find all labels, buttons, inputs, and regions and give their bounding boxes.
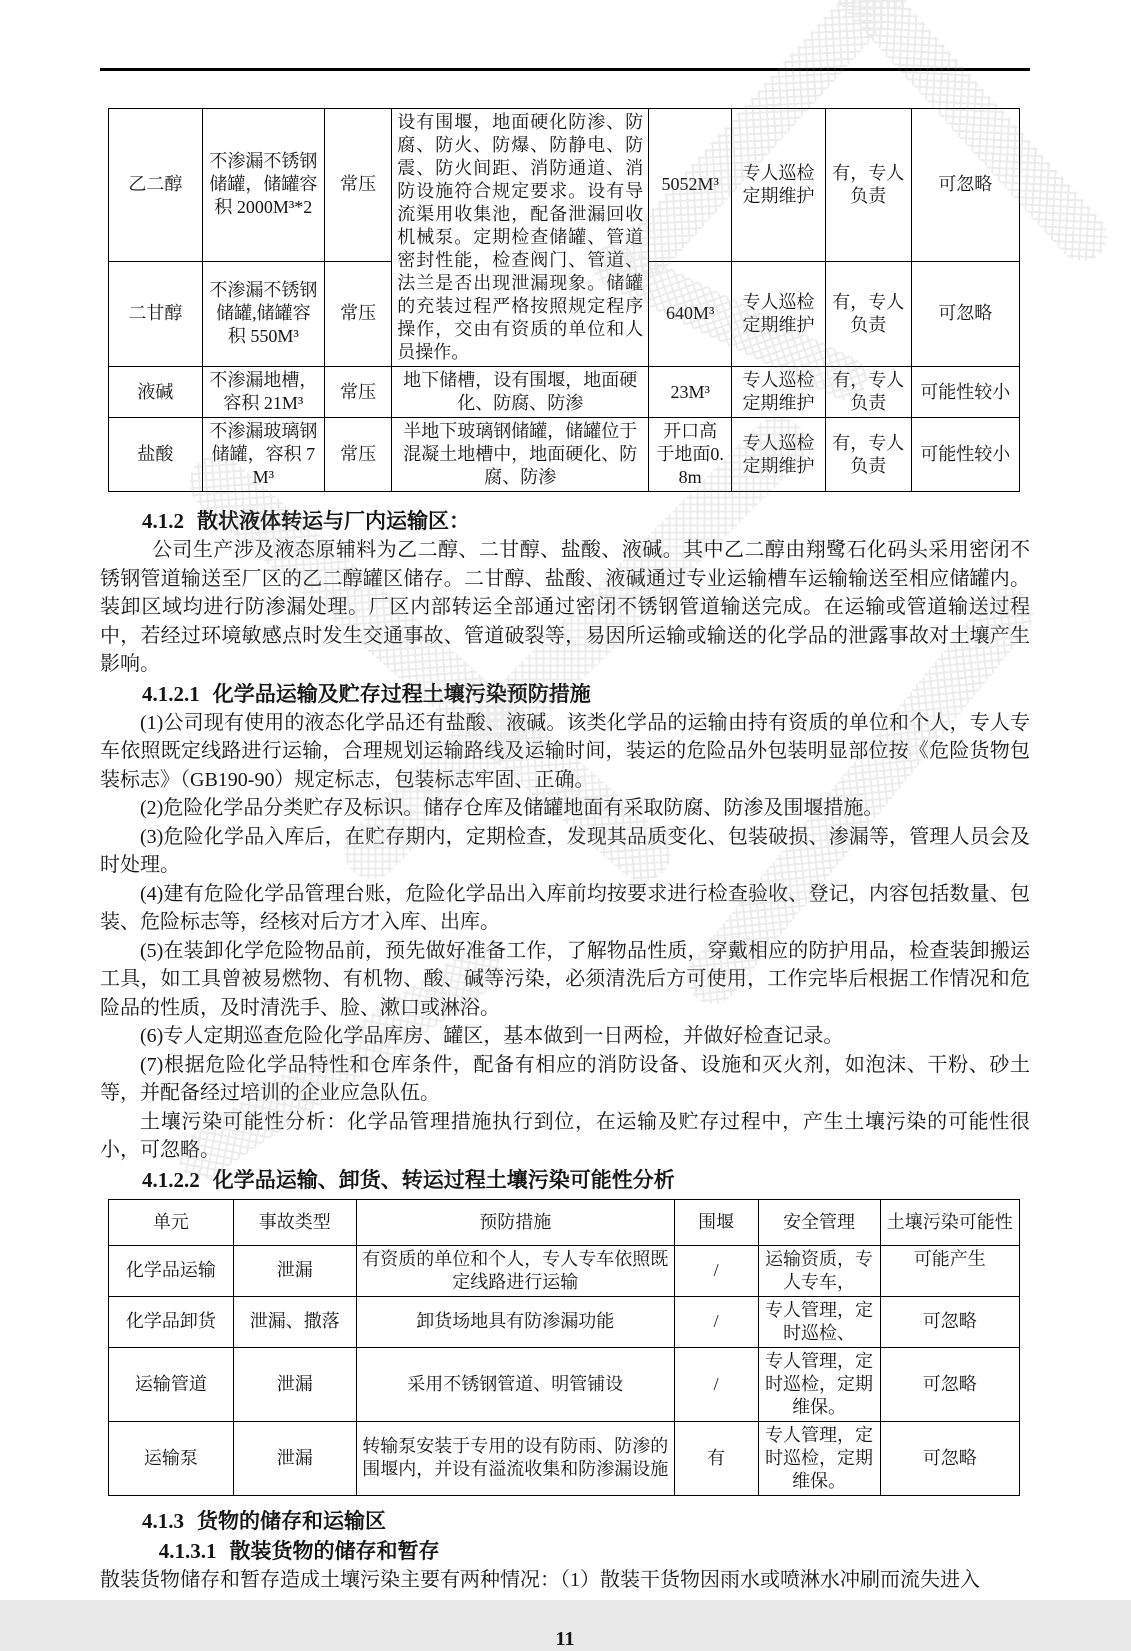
- table-row: [109, 418, 1020, 492]
- section-number: 4.1.2: [142, 509, 184, 533]
- table-cell-inspection: 专人巡检 定期维护: [732, 109, 826, 262]
- measure-item: (5)在装卸化学危险物品前，预先做好准备工作，了解物品性质，穿戴相应的防护用品，检查装卸搬运工具，如工具曾被易燃物、有机物、酸、碱等污染，必须清洗后方可使用，工作完毕后根据工作情况和危险品的性质，及时清洗手、脸、漱口或淋浴。: [100, 939, 1030, 1019]
- table-cell-accident: 泄漏: [233, 1421, 356, 1495]
- table-cell-storage: 不渗漏地槽，容积 21M³: [202, 367, 324, 418]
- table-cell-accident: 泄漏、撒落: [233, 1296, 356, 1347]
- measure-item: (4)建有危险化学品管理台账，危险化学品出入库前均按要求进行检查验收、登记，内容包括数量、包装、危险标志等，经核对后方才入库、出库。: [100, 882, 1030, 933]
- section-number: 4.1.2.1: [142, 681, 200, 706]
- table-cell-storage: 不渗漏不锈钢储罐,储罐容积 550M³: [202, 261, 324, 366]
- table-cell-volume: 开口高于地面0.8m: [649, 418, 732, 492]
- table-cell-possibility: 可忽略: [911, 109, 1019, 262]
- column-header-possibility: 土壤污染可能性: [880, 1199, 1019, 1245]
- table-cell-material: 盐酸: [109, 418, 203, 492]
- table-cell-pressure: 常压: [324, 418, 391, 492]
- table-row: [109, 1421, 1020, 1495]
- table-cell-unit: 化学品运输: [109, 1245, 234, 1296]
- table-cell-dike: 有，专人负责: [825, 418, 911, 492]
- section-heading-4-1-2-1: [100, 679, 1030, 709]
- table-cell-inspection: 专人巡检 定期维护: [732, 418, 826, 492]
- table-cell-unit: 运输管道: [109, 1347, 234, 1421]
- table-header-row: [109, 1199, 1020, 1245]
- table-cell-accident: 泄漏: [233, 1347, 356, 1421]
- table-cell-management: 专人管理，定时巡检、: [758, 1296, 880, 1347]
- section-title: 散状液体转运与厂内运输区：: [197, 509, 470, 533]
- table-cell-material: 乙二醇: [109, 109, 203, 262]
- table-cell-dike: /: [674, 1296, 758, 1347]
- paragraph: 公司生产涉及液态原辅料为乙二醇、二甘醇、盐酸、液碱。其中乙二醇由翔鹭石化码头采用密闭不锈钢管道输送至厂区的乙二醇罐区储存。二甘醇、盐酸、液碱通过专业运输槽车运输输送至相应储罐内。装卸区域均进行防渗漏处理。厂区内部转运全部通过密闭不锈钢管道输送完成。在运输或管道输送过程中，若经过环境敏感点时发生交通事故、管道破裂等，易因所运输或输送的化学品的泄露事故对土壤产生影响。: [100, 539, 1030, 675]
- paragraph: 散装货物储存和暂存造成土壤污染主要有两种情况：（1）散装干货物因雨水或喷淋水冲刷而流失进入: [100, 1568, 980, 1591]
- table-cell-volume: 5052M³: [649, 109, 732, 262]
- table-cell-pressure: 常压: [324, 109, 391, 262]
- table-cell-dike: /: [674, 1347, 758, 1421]
- pollution-possibility-table: [108, 1199, 1020, 1496]
- page-number: 11: [555, 1628, 575, 1650]
- table-cell-unit: 运输泵: [109, 1421, 234, 1495]
- section-title: 散装货物的储存和暂存: [229, 1538, 440, 1563]
- table-cell-inspection: 专人巡检 定期维护: [732, 261, 826, 366]
- table-cell-inspection: 专人巡检 定期维护: [732, 367, 826, 418]
- liquid-storage-table: [108, 108, 1020, 492]
- section-heading-4-1-2: [100, 506, 1030, 536]
- table-cell-measures: 地下储槽，设有围堰，地面硬化、防腐、防渗: [392, 367, 649, 418]
- column-header-dike: 围堰: [674, 1199, 758, 1245]
- section-title: 化学品运输及贮存过程土壤污染预防措施: [212, 681, 591, 706]
- table-cell-pressure: 常压: [324, 261, 391, 366]
- table-cell-accident: 泄漏: [233, 1245, 356, 1296]
- table-cell-possibility: 可能性较小: [911, 367, 1019, 418]
- table-row: [109, 1347, 1020, 1421]
- measure-item: (1)公司现有使用的液态化学品还有盐酸、液碱。该类化学品的运输由持有资质的单位和个人，专人专车依照既定线路进行运输，合理规划运输路线及运输时间，装运的危险品外包装明显部位按《危险货物包装标志》（GB190-90）规定标志，包装标志牢固、正确。: [100, 711, 1030, 791]
- table-cell-material: 二甘醇: [109, 261, 203, 366]
- table-cell-storage: 不渗漏不锈钢储罐，储罐容积 2000M³*2: [202, 109, 324, 262]
- table-cell-pressure: 常压: [324, 367, 391, 418]
- section-heading-4-1-2-2: [100, 1165, 1030, 1195]
- page-content: [100, 0, 1030, 1651]
- table-cell-possibility: 可忽略: [880, 1347, 1019, 1421]
- table-cell-dike: 有，专人负责: [825, 109, 911, 262]
- measure-item: (3)危险化学品入库后，在贮存期内，定期检查，发现其品质变化、包装破损、渗漏等，管理人员会及时处理。: [100, 825, 1030, 876]
- table-cell-prevention: 采用不锈钢管道、明管铺设: [356, 1347, 674, 1421]
- table-cell-possibility: 可能产生: [880, 1245, 1019, 1296]
- table-cell-material: 液碱: [109, 367, 203, 418]
- column-header-prevention: 预防措施: [356, 1199, 674, 1245]
- section-heading-4-1-3: [100, 1506, 1030, 1536]
- table-row: [109, 367, 1020, 418]
- measure-item: (6)专人定期巡查危险化学品库房、罐区，基本做到一日两检，并做好检查记录。: [140, 1025, 844, 1047]
- table-cell-possibility: 可能性较小: [911, 418, 1019, 492]
- table-cell-dike: 有: [674, 1421, 758, 1495]
- measure-item: (7)根据危险化学品特性和仓库条件，配备有相应的消防设备、设施和灭火剂，如泡沫、干粉、砂土等，并配备经过培训的企业应急队伍。: [100, 1053, 1030, 1104]
- table-cell-prevention: 卸货场地具有防渗漏功能: [356, 1296, 674, 1347]
- table-cell-management: 专人管理，定时巡检，定期维保。: [758, 1421, 880, 1495]
- table-cell-volume: 640M³: [649, 261, 732, 366]
- section-number: 4.1.2.2: [142, 1167, 200, 1192]
- section-title: 货物的储存和运输区: [197, 1508, 386, 1533]
- analysis-paragraph: 土壤污染可能性分析：化学品管理措施执行到位，在运输及贮存过程中，产生土壤污染的可能性很小，可忽略。: [100, 1110, 1030, 1161]
- section-heading-4-1-3-1: [100, 1536, 1030, 1566]
- measure-item: (2)危险化学品分类贮存及标识。储存仓库及储罐地面有采取防腐、防渗及围堰措施。: [140, 797, 884, 819]
- column-header-accident: 事故类型: [233, 1199, 356, 1245]
- table-cell-prevention: 有资质的单位和个人，专人专车依照既定线路进行运输: [356, 1245, 674, 1296]
- table-row: [109, 1296, 1020, 1347]
- table-cell-volume: 23M³: [649, 367, 732, 418]
- table-row: [109, 109, 1020, 262]
- column-header-unit: 单元: [109, 1199, 234, 1245]
- table-cell-possibility: 可忽略: [880, 1296, 1019, 1347]
- table-cell-measures: 半地下玻璃钢储罐，储罐位于混凝土地槽中，地面硬化、防腐、防渗: [392, 418, 649, 492]
- table-cell-dike: 有，专人负责: [825, 261, 911, 366]
- column-header-management: 安全管理: [758, 1199, 880, 1245]
- table-cell-prevention: 转输泵安装于专用的设有防雨、防渗的围堰内，并设有溢流收集和防渗漏设施: [356, 1421, 674, 1495]
- section-title: 化学品运输、卸货、转运过程土壤污染可能性分析: [212, 1167, 675, 1192]
- table-cell-measures: 设有围堰，地面硬化防渗、防腐、防火、防爆、防静电、防震、防火间距、消防通道、消防设施符合规定要求。设有导流渠用收集池，配备泄漏回收机械泵。定期检查储罐、管道密封性能，检查阀门、管道、法兰是否出现泄漏现象。储罐的充装过程严格按照规定程序操作，交由有资质的单位和人员操作。: [392, 109, 649, 367]
- table-cell-dike: /: [674, 1245, 758, 1296]
- table-cell-management: 运输资质，专人专车，: [758, 1245, 880, 1296]
- header-rule: [100, 68, 1030, 71]
- section-number: 4.1.3.1: [158, 1538, 217, 1563]
- table-cell-possibility: 可忽略: [911, 261, 1019, 366]
- section-number: 4.1.3: [142, 1508, 184, 1533]
- table-cell-storage: 不渗漏玻璃钢储罐，容积 7M³: [202, 418, 324, 492]
- table-cell-dike: 有，专人负责: [825, 367, 911, 418]
- table-cell-unit: 化学品卸货: [109, 1296, 234, 1347]
- table-row: [109, 1245, 1020, 1296]
- table-cell-possibility: 可忽略: [880, 1421, 1019, 1495]
- table-cell-management: 专人管理，定时巡检，定期维保。: [758, 1347, 880, 1421]
